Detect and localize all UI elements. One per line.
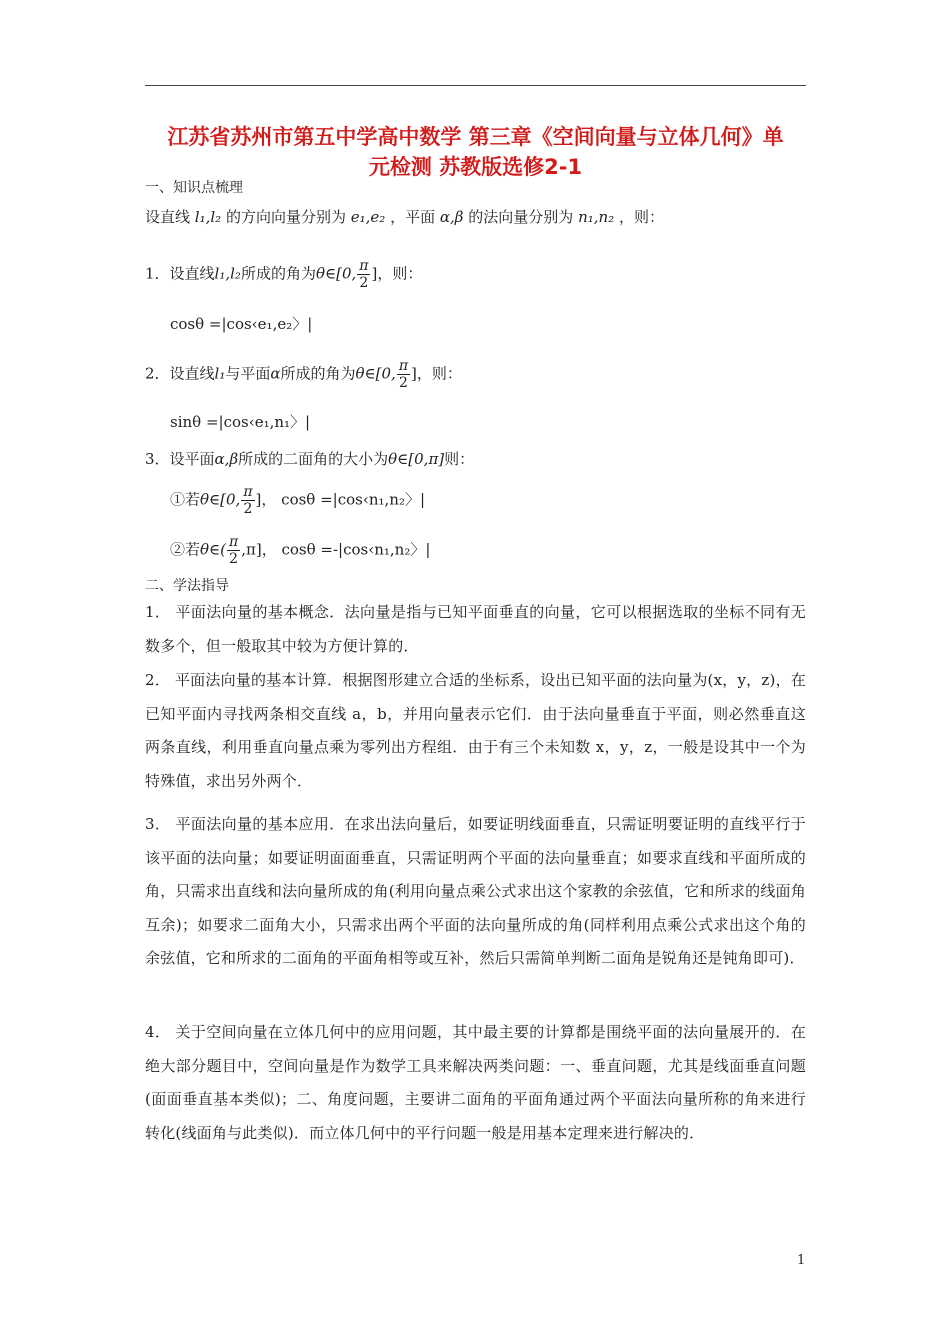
intro-text-5: ，则： [618, 208, 664, 226]
formula-1: cosθ =|cos‹e₁,e₂〉| [170, 315, 313, 333]
intro-text-2: 的方向向量分别为 [225, 208, 346, 226]
item-1-frac-den: 2 [359, 275, 369, 291]
paragraph-4: 4． 关于空间向量在立体几何中的应用问题，其中最主要的计算都是围绕平面的法向量展开的．在绝大部分题目中，空间向量是作为数学工具来解决两类问题：一、垂直问题，尤其是线面垂直问题(面面垂直基本类似)；二、角度问题，主要讲二面角的平面角通过两个平面法向量所称的角来进行转化(线面角与此类似)．而立体几何中的平行问题一般是用基本定理来进行解决的． [145, 1023, 806, 1142]
item-2-var-line: l₁ [214, 364, 226, 383]
case-2-frac-den: 2 [229, 551, 239, 567]
case-1-close: ]， [255, 490, 277, 509]
case-2-range: θ∈( [200, 540, 227, 559]
case-2 [170, 534, 430, 567]
case-2-label: ②若 [170, 540, 201, 559]
item-1-range: θ∈[0, [315, 264, 357, 283]
item-2-var-plane: α [270, 364, 281, 383]
item-3-prefix: 3．设平面 [145, 450, 215, 468]
item-1-fraction [357, 258, 370, 291]
item-2 [145, 358, 462, 391]
paragraph-2: 2． 平面法向量的基本计算．根据图形建立合适的坐标系，设出已知平面的法向量为(x，y，z)，在已知平面内寻找两条相交直线 a，b，并用向量表示它们．由于法向量垂直于平面，则必然垂直这两条直线，利用垂直向量点乘为零列出方程组．由于有三个未知数 x，y，z，一般是设其中一个为特殊值，求出另外两个． [145, 671, 806, 790]
item-2-range: θ∈[0, [355, 364, 396, 383]
case-1-frac-den: 2 [243, 501, 253, 517]
case-2-fraction [227, 534, 240, 567]
case-2-formula: cosθ =-|cos‹n₁,n₂〉| [281, 540, 431, 559]
intro-line [145, 206, 664, 228]
paragraph-3: 3． 平面法向量的基本应用．在求出法向量后，如要证明线面垂直，只需证明要证明的直线平行于该平面的法向量；如要证明面面垂直，只需证明两个平面的法向量垂直；如要求直线和平面所成的角，只需求出直线和法向量所成的角(利用向量点乘公式求出这个家教的余弦值，它和所求的线面角互余)；如要求二面角大小，只需求出两个平面的法向量所成的角(同样利用点乘公式求出这个角的余弦值，它和所求的二面角的平面角相等或互补，然后只需简单判断二面角是锐角还是钝角即可)． [145, 815, 806, 968]
item-2-frac-num: π [398, 358, 409, 374]
item-2-fraction [397, 358, 410, 391]
item-3-close: 则： [444, 450, 475, 468]
page-number: 1 [797, 1253, 806, 1268]
item-1-prefix: 1．设直线 [145, 264, 215, 283]
case-1-range: θ∈[0, [200, 490, 241, 509]
case-2-close: ,π]， [241, 540, 277, 559]
item-2-mid-2: 所成的角为 [280, 364, 356, 383]
intro-var-lines: l₁,l₂ [194, 208, 222, 226]
intro-var-planes: α,β [439, 208, 464, 226]
header-rule [145, 85, 806, 86]
intro-var-normals: n₁,n₂ [578, 208, 615, 226]
case-1-label: ①若 [170, 490, 201, 509]
item-1-frac-num: π [359, 258, 369, 274]
title-line-1: 江苏省苏州市第五中学高中数学 第三章《空间向量与立体几何》单 [167, 125, 784, 149]
intro-text-1: 设直线 [145, 208, 191, 226]
item-1-var: l₁,l₂ [214, 264, 241, 283]
item-2-prefix: 2．设直线 [145, 364, 215, 383]
item-3 [145, 448, 474, 470]
section-heading-1: 一、知识点梳理 [145, 180, 243, 196]
intro-var-directions: e₁,e₂ [350, 208, 386, 226]
item-2-close: ]，则： [411, 364, 462, 383]
case-1-formula: cosθ =|cos‹n₁,n₂〉| [281, 490, 426, 509]
item-1-mid: 所成的角为 [240, 264, 316, 283]
case-2-frac-num: π [229, 534, 239, 550]
item-2-mid-1: 与平面 [225, 364, 271, 383]
section-heading-2: 二、学法指导 [145, 578, 229, 594]
formula-2: sinθ =|cos‹e₁,n₁〉| [170, 413, 311, 431]
item-2-frac-den: 2 [398, 375, 408, 391]
intro-text-3: ，平面 [390, 208, 436, 226]
item-1-close: ]，则： [371, 264, 423, 283]
item-3-var: α,β [214, 450, 239, 468]
item-3-range: θ∈[0,π] [388, 450, 445, 468]
paragraph-1: 1． 平面法向量的基本概念．法向量是指与已知平面垂直的向量，它可以根据选取的坐标不同有无数多个，但一般取其中较为方便计算的． [145, 603, 806, 655]
title-line-2: 元检测 苏教版选修2-1 [368, 155, 583, 179]
intro-text-4: 的法向量分别为 [468, 208, 574, 226]
item-1 [145, 258, 422, 291]
item-3-mid: 所成的二面角的大小为 [238, 450, 389, 468]
case-1-frac-num: π [243, 484, 253, 500]
document-title [145, 122, 806, 182]
case-1-fraction [241, 484, 254, 517]
case-1 [170, 484, 425, 517]
